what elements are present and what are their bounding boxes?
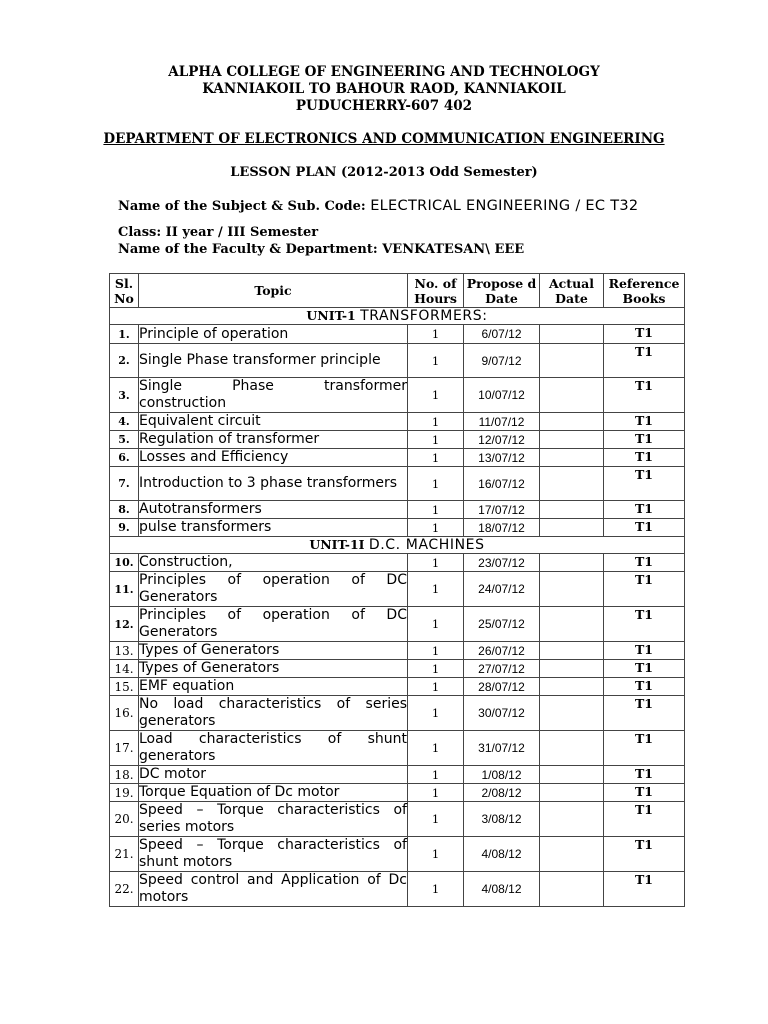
proposed-date-cell: 28/07/12 [464,678,540,696]
serial-number: 13. [110,642,139,660]
serial-number: 22. [110,872,139,907]
hours-cell: 1 [408,519,464,537]
serial-number: 17. [110,731,139,766]
topic-cell: No load characteristics of series generators [139,696,407,729]
table-row [110,802,685,837]
table-row [110,766,685,784]
reference-cell: T1 [604,467,685,501]
actual-date-cell [540,344,604,378]
reference-cell: T1 [604,766,685,784]
serial-number: 11. [110,572,139,607]
actual-date-cell [540,802,604,837]
topic-cell: Introduction to 3 phase transformers [139,467,408,501]
topic-cell: Principle of operation [139,325,408,344]
subject-line [118,198,638,214]
department-title: DEPARTMENT OF ELECTRONICS AND COMMUNICATION ENGINEERING [103,131,665,147]
serial-number: 21. [110,837,139,872]
serial-number: 15. [110,678,139,696]
topic-cell: Load characteristics of shunt generators [139,731,407,764]
actual-date-cell [540,431,604,449]
hours-cell: 1 [408,872,464,907]
reference-cell: T1 [604,731,685,766]
hours-cell: 1 [408,837,464,872]
unit-heading-row [110,308,685,325]
table-row [110,660,685,678]
table-row [110,696,685,731]
topic-cell: Speed – Torque characteristics of shunt motors [139,837,407,870]
actual-date-cell [540,519,604,537]
hours-cell: 1 [408,696,464,731]
topic-cell: Autotransformers [139,501,408,519]
proposed-date-cell: 23/07/12 [464,554,540,572]
table-row [110,519,685,537]
actual-date-cell [540,413,604,431]
serial-number: 4. [110,413,139,431]
college-address: KANNIAKOIL TO BAHOUR RAOD, KANNIAKOIL [202,81,566,97]
hours-cell: 1 [408,467,464,501]
topic-cell: Principles of operation of DC Generators [139,572,407,605]
proposed-date-cell: 2/08/12 [464,784,540,802]
table-row [110,554,685,572]
table-row [110,467,685,501]
hours-cell: 1 [408,378,464,413]
reference-cell: T1 [604,837,685,872]
table-row [110,678,685,696]
topic-cell: Single Phase transformer construction [139,378,407,411]
proposed-date-cell: 26/07/12 [464,642,540,660]
reference-cell: T1 [604,325,685,344]
college-city: PUDUCHERRY-607 402 [295,98,473,114]
reference-cell: T1 [604,554,685,572]
proposed-date-cell: 17/07/12 [464,501,540,519]
table-row [110,872,685,907]
proposed-date-cell: 4/08/12 [464,872,540,907]
table-row [110,449,685,467]
topic-cell: Losses and Efficiency [139,449,408,467]
serial-number: 14. [110,660,139,678]
proposed-date-cell: 6/07/12 [464,325,540,344]
topic-cell: EMF equation [139,678,408,696]
actual-date-cell [540,766,604,784]
serial-number: 19. [110,784,139,802]
proposed-date-cell: 10/07/12 [464,378,540,413]
actual-date-cell [540,572,604,607]
topic-cell: Equivalent circuit [139,413,408,431]
serial-number: 6. [110,449,139,467]
table-row [110,431,685,449]
college-name: ALPHA COLLEGE OF ENGINEERING AND TECHNOLOGY [168,64,600,80]
serial-number: 3. [110,378,139,413]
serial-number: 7. [110,467,139,501]
unit-heading [110,308,685,325]
serial-number: 8. [110,501,139,519]
actual-date-cell [540,872,604,907]
proposed-date-cell: 18/07/12 [464,519,540,537]
hours-cell: 1 [408,325,464,344]
reference-cell: T1 [604,678,685,696]
actual-date-cell [540,501,604,519]
hours-cell: 1 [408,607,464,642]
hours-cell: 1 [408,554,464,572]
lesson-plan-table [109,273,685,907]
actual-date-cell [540,696,604,731]
topic-cell: Speed – Torque characteristics of series motors [139,802,407,835]
serial-number: 16. [110,696,139,731]
hours-cell: 1 [408,731,464,766]
serial-number: 12. [110,607,139,642]
faculty-line: Name of the Faculty & Department: VENKATESAN\ EEE [118,242,525,257]
unit-title: TRANSFORMERS: [360,308,488,324]
actual-date-cell [540,678,604,696]
actual-date-cell [540,467,604,501]
proposed-date-cell: 4/08/12 [464,837,540,872]
proposed-date-cell: 1/08/12 [464,766,540,784]
actual-date-cell [540,837,604,872]
hours-cell: 1 [408,413,464,431]
hours-cell: 1 [408,572,464,607]
proposed-date-cell: 16/07/12 [464,467,540,501]
topic-cell: Speed control and Application of Dc motors [139,872,407,905]
serial-number: 10. [110,554,139,572]
topic-cell: Types of Generators [139,642,408,660]
topic-cell: Regulation of transformer [139,431,408,449]
unit-title: D.C. MACHINES [368,537,485,553]
actual-date-cell [540,378,604,413]
table-row [110,837,685,872]
table-row [110,344,685,378]
hours-cell: 1 [408,660,464,678]
table-row [110,413,685,431]
hours-cell: 1 [408,449,464,467]
hours-cell: 1 [408,784,464,802]
reference-cell: T1 [604,642,685,660]
reference-cell: T1 [604,413,685,431]
hours-cell: 1 [408,344,464,378]
header-actual-date: Actual Date [540,274,604,308]
reference-cell: T1 [604,501,685,519]
serial-number: 20. [110,802,139,837]
topic-cell: Types of Generators [139,660,408,678]
reference-cell: T1 [604,784,685,802]
header-reference-books: Reference Books [604,274,685,308]
reference-cell: T1 [604,431,685,449]
actual-date-cell [540,607,604,642]
subject-value: ELECTRICAL ENGINEERING / EC T32 [370,198,639,214]
header-hours: No. of Hours [408,274,464,308]
proposed-date-cell: 27/07/12 [464,660,540,678]
table-row [110,642,685,660]
actual-date-cell [540,325,604,344]
reference-cell: T1 [604,344,685,378]
hours-cell: 1 [408,431,464,449]
class-line: Class: II year / III Semester [118,225,319,240]
reference-cell: T1 [604,519,685,537]
unit-prefix: UNIT-1I [309,537,365,552]
proposed-date-cell: 24/07/12 [464,572,540,607]
actual-date-cell [540,731,604,766]
proposed-date-cell: 13/07/12 [464,449,540,467]
table-row [110,607,685,642]
hours-cell: 1 [408,802,464,837]
unit-heading [110,537,685,554]
reference-cell: T1 [604,572,685,607]
proposed-date-cell: 9/07/12 [464,344,540,378]
reference-cell: T1 [604,872,685,907]
actual-date-cell [540,660,604,678]
table-row [110,784,685,802]
header-topic: Topic [139,274,408,308]
actual-date-cell [540,784,604,802]
reference-cell: T1 [604,449,685,467]
header-sl: Sl. No [110,274,139,308]
serial-number: 2. [110,344,139,378]
reference-cell: T1 [604,660,685,678]
hours-cell: 1 [408,501,464,519]
header-proposed-date: Propose d Date [464,274,540,308]
topic-cell: Torque Equation of Dc motor [139,784,408,802]
proposed-date-cell: 31/07/12 [464,731,540,766]
serial-number: 18. [110,766,139,784]
proposed-date-cell: 11/07/12 [464,413,540,431]
hours-cell: 1 [408,642,464,660]
reference-cell: T1 [604,696,685,731]
table-row [110,378,685,413]
proposed-date-cell: 30/07/12 [464,696,540,731]
hours-cell: 1 [408,678,464,696]
actual-date-cell [540,449,604,467]
table-row [110,325,685,344]
reference-cell: T1 [604,607,685,642]
proposed-date-cell: 12/07/12 [464,431,540,449]
lesson-plan-title: LESSON PLAN (2012-2013 Odd Semester) [230,165,538,180]
actual-date-cell [540,554,604,572]
proposed-date-cell: 3/08/12 [464,802,540,837]
topic-cell: Principles of operation of DC Generators [139,607,407,640]
topic-cell: Construction, [139,554,408,572]
serial-number: 9. [110,519,139,537]
table-row [110,731,685,766]
table-header-row [110,274,685,308]
reference-cell: T1 [604,802,685,837]
topic-cell: Single Phase transformer principle [139,344,408,378]
serial-number: 1. [110,325,139,344]
hours-cell: 1 [408,766,464,784]
topic-cell: pulse transformers [139,519,408,537]
serial-number: 5. [110,431,139,449]
subject-label: Name of the Subject & Sub. Code: [118,199,366,214]
reference-cell: T1 [604,378,685,413]
topic-cell: DC motor [139,766,408,784]
table-row [110,572,685,607]
proposed-date-cell: 25/07/12 [464,607,540,642]
unit-heading-row [110,537,685,554]
unit-prefix: UNIT-1 [306,308,356,323]
actual-date-cell [540,642,604,660]
table-row [110,501,685,519]
